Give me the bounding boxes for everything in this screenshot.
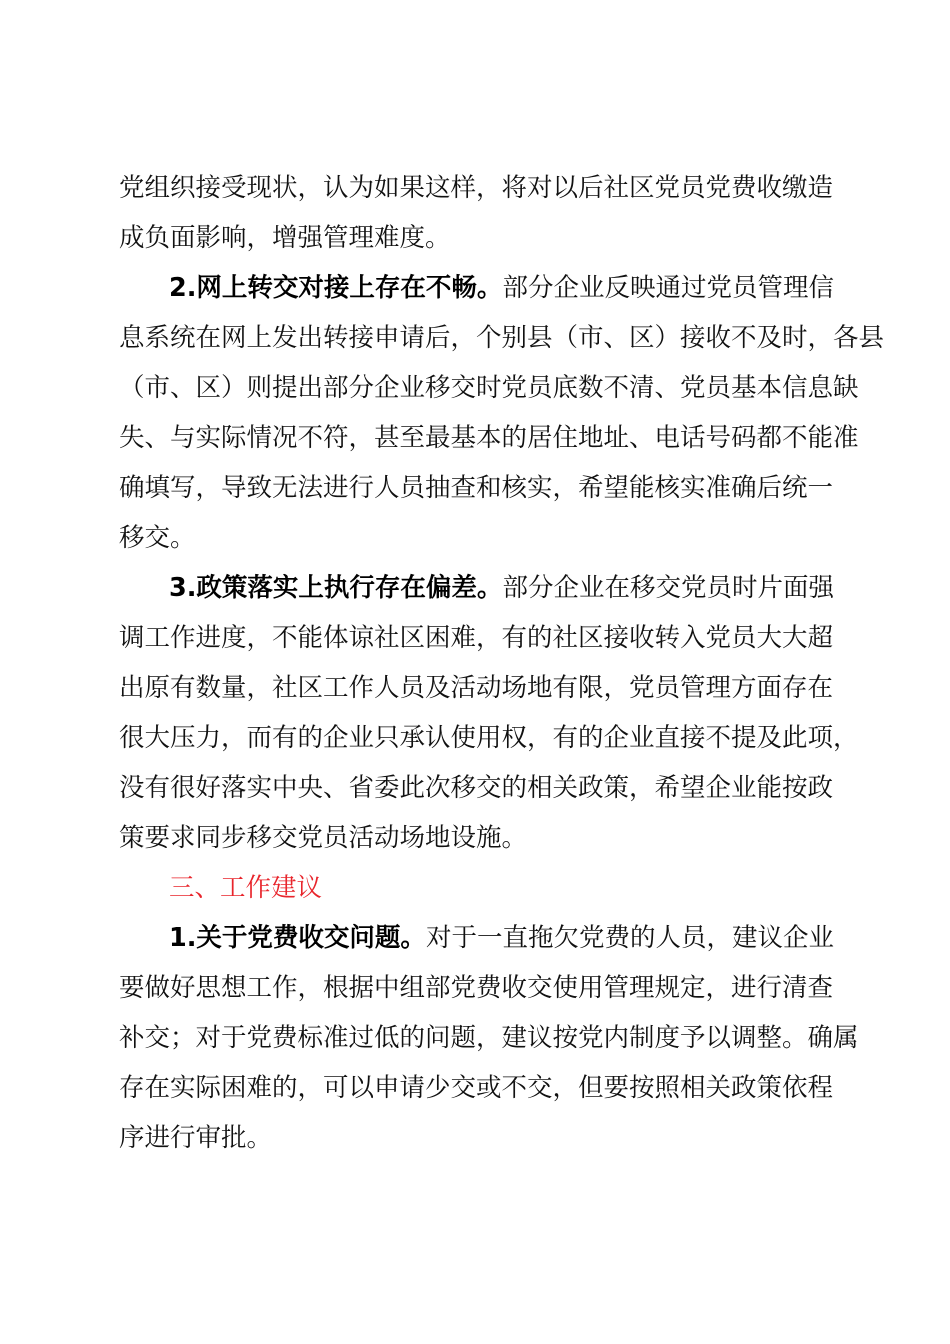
paragraph-line: 出原有数量，社区工作人员及活动场地有限，党员管理方面存在 <box>119 673 834 703</box>
paragraph-line: 补交；对于党费标准过低的问题，建议按党内制度予以调整。确属 <box>119 1023 859 1053</box>
paragraph-line: 失、与实际情况不符，甚至最基本的居住地址、电话号码都不能准 <box>119 423 859 453</box>
paragraph-line: 党组织接受现状，认为如果这样，将对以后社区党员党费收缴造 <box>119 173 834 203</box>
paragraph-text: 部分企业在移交党员时片面强 <box>502 573 834 603</box>
paragraph-line: 很大压力，而有的企业只承认使用权，有的企业直接不提及此项， <box>119 723 859 753</box>
paragraph-line <box>169 568 834 608</box>
section-heading-bold: 2.网上转交对接上存在不畅。 <box>169 273 503 303</box>
paragraph-line <box>169 918 834 958</box>
section-heading: 三、工作建议 <box>169 873 323 903</box>
paragraph-line: 没有很好落实中央、省委此次移交的相关政策，希望企业能按政 <box>119 773 834 803</box>
paragraph-text: 部分企业反映通过党员管理信 <box>502 273 834 303</box>
paragraph-text: 对于一直拖欠党费的人员，建议企业 <box>425 923 834 953</box>
paragraph-line: 序进行审批。 <box>119 1123 273 1153</box>
paragraph-line: 要做好思想工作，根据中组部党费收交使用管理规定，进行清查 <box>119 973 834 1003</box>
paragraph-line: 调工作进度，不能体谅社区困难，有的社区接收转入党员大大超 <box>119 623 834 653</box>
paragraph-line: 存在实际困难的，可以申请少交或不交，但要按照相关政策依程 <box>119 1073 834 1103</box>
paragraph-line: 移交。 <box>119 523 196 553</box>
paragraph-line: （市、区）则提出部分企业移交时党员底数不清、党员基本信息缺 <box>119 373 859 403</box>
paragraph-line: 成负面影响，增强管理难度。 <box>119 223 451 253</box>
paragraph-line: 策要求同步移交党员活动场地设施。 <box>119 823 528 853</box>
paragraph-line: 息系统在网上发出转接申请后，个别县（市、区）接收不及时，各县 <box>119 323 885 353</box>
section-heading-bold: 1.关于党费收交问题。 <box>169 923 426 953</box>
paragraph-line: 确填写，导致无法进行人员抽查和核实，希望能核实准确后统一 <box>119 473 834 503</box>
section-heading-bold: 3.政策落实上执行存在偏差。 <box>169 573 503 603</box>
paragraph-line <box>169 268 834 308</box>
